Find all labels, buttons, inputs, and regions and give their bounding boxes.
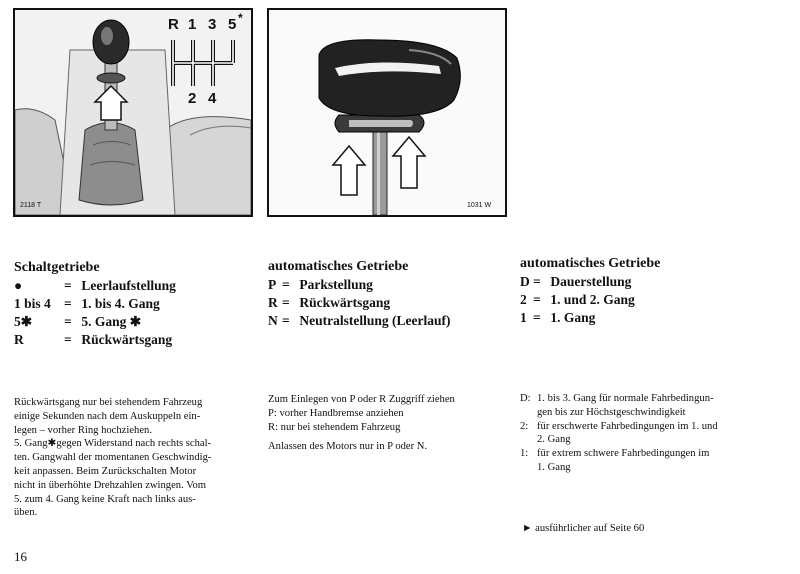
definition-key: 2:: [520, 420, 529, 432]
legend-equals: =: [533, 274, 541, 289]
legend-value: 1. und 2. Gang: [550, 292, 635, 307]
page-number: 16: [14, 549, 27, 564]
gear-label-r: R: [168, 16, 179, 33]
legend-value: Leerlaufstellung: [81, 278, 176, 293]
text-line: ten. Gangwahl der momentanen Geschwindig-: [14, 452, 212, 464]
text-line: einige Sekunden nach dem Auskuppeln ein-: [14, 410, 201, 422]
manual-legend: [14, 277, 259, 349]
gear-label-2: 2: [188, 90, 197, 107]
legend-value: 5. Gang ✱: [81, 314, 142, 329]
legend-value: Neutralstellung (Leerlauf): [299, 313, 451, 328]
legend-key: 1 bis 4: [14, 296, 51, 311]
legend-equals: =: [282, 295, 290, 310]
manual-gearbox-heading: Schaltgetriebe: [14, 260, 100, 275]
text-line: Rückwärtsgang nur bei stehendem Fahrzeug: [14, 397, 203, 408]
legend-value: Parkstellung: [299, 277, 373, 292]
legend-value: Rückwärtsgang: [299, 295, 391, 310]
text-line: Anlassen des Motors nur in P oder N.: [268, 441, 428, 453]
legend-equals: =: [533, 310, 541, 325]
legend-equals: =: [64, 296, 72, 311]
automatic-legend: [520, 273, 780, 327]
manual-gearbox-instructions: [14, 396, 259, 520]
legend-value: Rückwärtsgang: [81, 332, 173, 347]
manual-shift-illustration: [15, 10, 251, 215]
legend-value: Dauerstellung: [550, 274, 632, 289]
legend-key: ●: [14, 278, 23, 293]
legend-key: 1: [520, 310, 527, 325]
figure-code-left: 2118 T: [20, 202, 42, 209]
gear-label-star: *: [238, 11, 243, 25]
definition-item: [520, 420, 785, 448]
automatic-gearbox-column-1: [268, 257, 508, 330]
legend-row: [268, 276, 508, 294]
text-line: für extrem schwere Fahrbedingungen im: [537, 448, 710, 460]
definition-key: 1:: [520, 448, 529, 460]
automatic-lever-figure: [267, 8, 507, 217]
text-line: gen bis zur Höchstgeschwindigkeit: [537, 406, 686, 418]
legend-equals: =: [64, 278, 72, 293]
gear-label-3: 3: [208, 16, 217, 33]
legend-row: [520, 273, 780, 291]
automatic-gearbox-heading: automatisches Getriebe: [520, 256, 661, 271]
legend-key: 5✱: [14, 314, 33, 329]
legend-row: [268, 312, 508, 330]
legend-key: P: [268, 277, 277, 292]
text-line: R: nur bei stehendem Fahrzeug: [268, 421, 401, 433]
automatic-instructions-1: [268, 393, 508, 454]
gear-label-4: 4: [208, 90, 217, 107]
automatic-gearbox-heading: automatisches Getriebe: [268, 259, 409, 274]
text-line: legen – vorher Ring hochziehen.: [14, 424, 152, 436]
manual-shift-figure: [13, 8, 253, 217]
text-line: für erschwerte Fahrbedingungen im 1. und: [537, 420, 718, 432]
text-line: 5. Gang✱gegen Widerstand nach rechts schal-: [14, 438, 212, 450]
definition-key: D:: [520, 393, 531, 404]
legend-key: D: [520, 274, 530, 289]
legend-key: N: [268, 313, 278, 328]
legend-equals: =: [282, 277, 290, 292]
legend-equals: =: [64, 314, 72, 329]
manual-gearbox-column: [14, 258, 259, 349]
automatic-instructions-2: [520, 392, 785, 475]
text-line: nicht in überhöhte Drehzahlen zwingen. Vom: [14, 479, 207, 491]
automatic-gearbox-column-2: [520, 254, 780, 327]
gear-label-5: 5: [228, 16, 237, 33]
gear-label-1: 1: [188, 16, 197, 33]
text-line: Zum Einlegen von P oder R Zuggriff ziehen: [268, 394, 455, 405]
legend-equals: =: [533, 292, 541, 307]
legend-row: [14, 277, 259, 295]
text-line: 5. zum 4. Gang keine Kraft nach links aus-: [14, 493, 196, 505]
text-line: 1. Gang: [537, 461, 571, 473]
legend-row: [14, 313, 259, 331]
legend-equals: =: [64, 332, 72, 347]
legend-row: [14, 331, 259, 349]
legend-row: [268, 294, 508, 312]
legend-value: 1. Gang: [550, 310, 596, 325]
text-line: üben.: [14, 507, 38, 519]
legend-key: R: [268, 295, 278, 310]
text-line: 2. Gang: [537, 434, 571, 446]
legend-key: 2: [520, 292, 527, 307]
definition-item: [520, 392, 785, 420]
automatic-legend: [268, 276, 508, 330]
legend-row: [520, 309, 780, 327]
text-line: P: vorher Handbremse anziehen: [268, 407, 404, 419]
definition-item: [520, 447, 785, 475]
automatic-lever-illustration: [269, 10, 505, 215]
legend-value: 1. bis 4. Gang: [81, 296, 160, 311]
legend-key: R: [14, 332, 24, 347]
page-reference-link[interactable]: ► ausführlicher auf Seite 60: [522, 523, 645, 534]
legend-row: [520, 291, 780, 309]
legend-equals: =: [282, 313, 290, 328]
figure-code-right: 1031 W: [467, 202, 492, 209]
text-line: 1. bis 3. Gang für normale Fahrbedingun-: [537, 393, 714, 404]
text-line: keit anpassen. Beim Zurückschalten Motor: [14, 465, 197, 477]
legend-row: [14, 295, 259, 313]
